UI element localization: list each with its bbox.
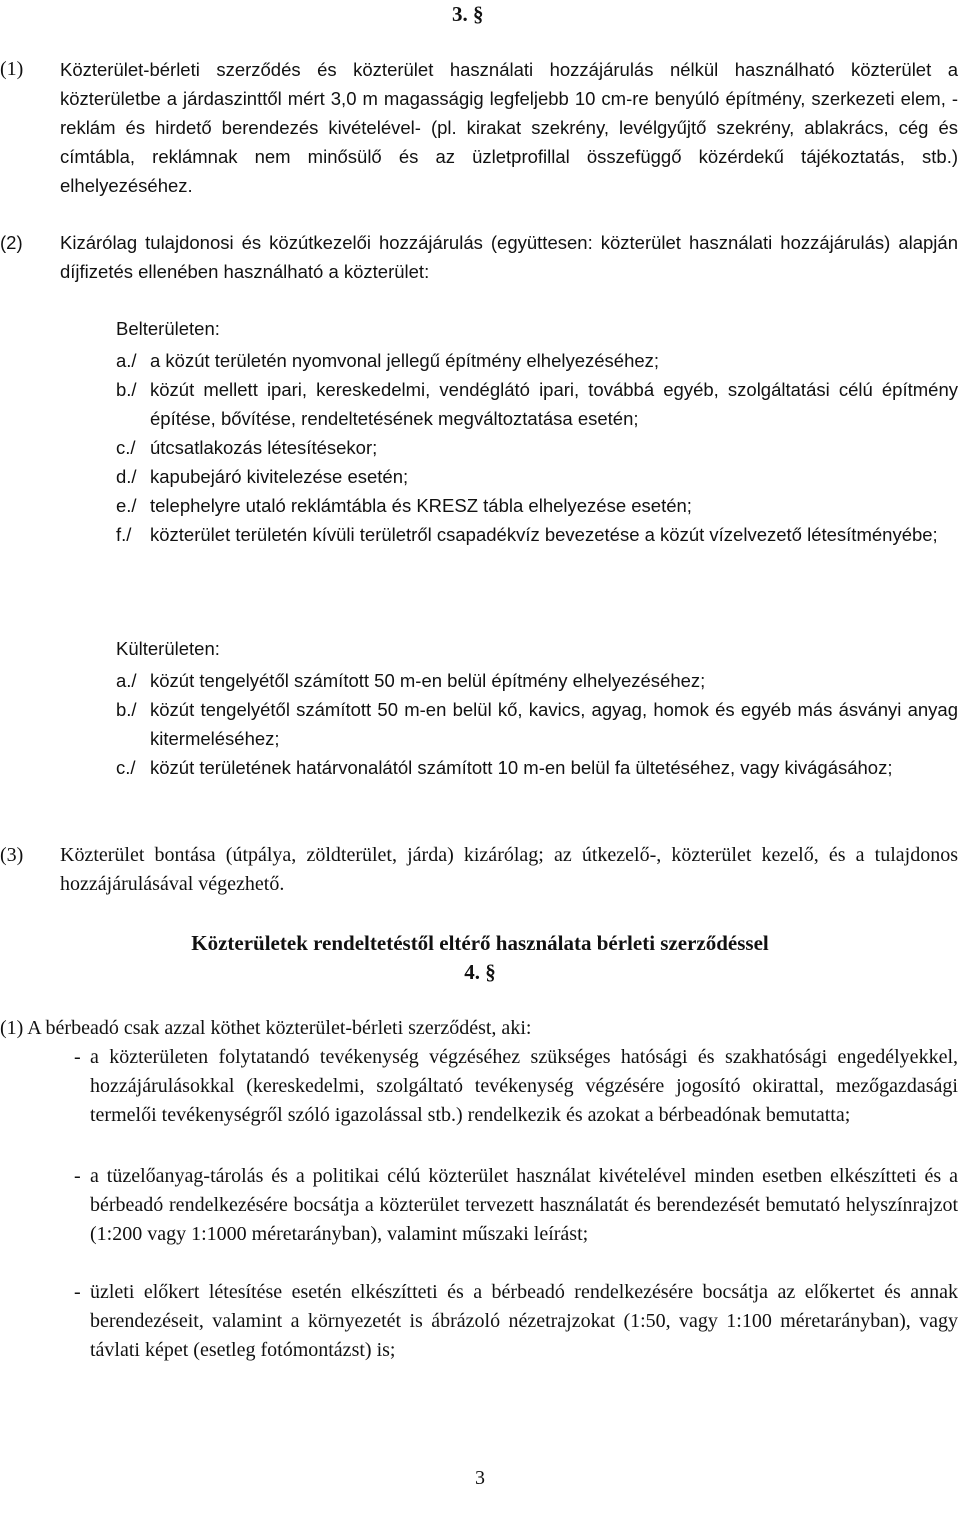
belterulet-list <box>116 314 958 549</box>
list-item <box>74 1278 958 1365</box>
kulterulet-list <box>116 634 958 782</box>
section-4-heading: 4. § <box>464 960 496 984</box>
list-item <box>116 520 958 549</box>
list-bullet: - <box>74 1165 81 1187</box>
list-item-text: a tüzelőanyag-tárolás és a politikai célú közterület használat kivételével minden esetben elkészítteti és a bérbeadó rendelkezésére bocsátja a közterület tervezett használatát és berendezését bemutató helyszínrajzot (1:200 vagy 1:1000 méretarányban), valamint műszaki leírást; <box>90 1165 958 1245</box>
paragraph-4-1-intro: (1) A bérbeadó csak azzal köthet közterület-bérleti szerződést, aki: <box>0 1017 532 1039</box>
paragraph-3-2 <box>0 228 958 286</box>
list-item-label: c./ <box>116 437 136 458</box>
paragraph-3-1 <box>0 55 958 200</box>
paragraph-number: (1) <box>0 58 24 80</box>
paragraph-number: (3) <box>0 844 24 866</box>
section-4-header <box>0 929 960 987</box>
paragraph-text: Kizárólag tulajdonosi és közútkezelői hozzájárulás (együttesen: közterület használati hozzájárulás) alapján díjfizetés ellenében használható a közterület: <box>60 232 958 282</box>
list-item <box>116 375 958 433</box>
paragraph-3-3 <box>0 841 958 899</box>
list-item-text: útcsatlakozás létesítésekor; <box>150 437 378 458</box>
section-4-title: Közterületek rendeltetéstől eltérő használata bérleti szerződéssel <box>191 931 769 955</box>
list-item-text: üzleti előkert létesítése esetén elkészítteti és a bérbeadó rendelkezésére bocsátja az előkertet és annak berendezéseit, valamint a környezetét is ábrázoló nézetrajzokat (1:50, vagy 1:100 méretarányban), vagy távlati képet (esetleg fotómontázst) is; <box>90 1281 958 1361</box>
list-item-label: f./ <box>116 524 132 545</box>
list-item-label: c./ <box>116 757 136 778</box>
paragraph-number: (2) <box>0 232 23 253</box>
list-item-text: telephelyre utaló reklámtábla és KRESZ tábla elhelyezése esetén; <box>150 495 692 516</box>
section-3-heading: 3. § <box>452 2 484 26</box>
list-item-label: a./ <box>116 670 137 691</box>
belterulet-label: Belterületen: <box>116 318 220 339</box>
paragraph-text: Közterület-bérleti szerződés és közterület használati hozzájárulás nélkül használható közterület a közterületbe a járdaszinttől mért 3,0 m magasságig legfeljebb 10 cm-re benyúló építmény, szerkezeti elem, -reklám és hirdető berendezés kivételével- (pl. kirakat szekrény, levélgyűjtő szekrény, ablakrács, cég és címtábla, reklámnak nem minősülő és az üzletprofillal összefüggő közérdekű tájékoztatás, stb.) elhelyezéséhez. <box>60 59 958 196</box>
list-item <box>74 1043 958 1130</box>
list-bullet: - <box>74 1046 81 1068</box>
list-item <box>116 433 958 462</box>
list-item-text: a közút területén nyomvonal jellegű építmény elhelyezéséhez; <box>150 350 660 371</box>
list-item-label: a./ <box>116 350 137 371</box>
list-item-label: e./ <box>116 495 137 516</box>
list-item <box>116 462 958 491</box>
list-item-text: közút területének határvonalától számított 10 m-en belül fa ültetéséhez, vagy kivágásához; <box>150 757 893 778</box>
list-item <box>116 346 958 375</box>
list-item <box>116 666 958 695</box>
list-item-text: közút tengelyétől számított 50 m-en belül építmény elhelyezéséhez; <box>150 670 706 691</box>
paragraph-text: Közterület bontása (útpálya, zöldterület, járda) kizárólag; az útkezelő-, közterület kezelő, és a tulajdonos hozzájárulásával végezhető. <box>60 844 958 895</box>
page-number: 3 <box>475 1467 485 1489</box>
list-item-text: a közterületen folytatandó tevékenység végzéséhez szükséges hatósági és szakhatósági engedélyekkel, hozzájárulásokkal (kereskedelmi, szolgáltató tevékenység végzésére jogosító okirattal, mezőgazdasági termelői tevékenységről szóló igazolással stb.) rendelkezik és azokat a bérbeadónak bemutatta; <box>90 1046 958 1126</box>
list-item-label: b./ <box>116 699 137 720</box>
list-item-text: közút tengelyétől számított 50 m-en belül kő, kavics, agyag, homok és egyéb más ásványi anyag kitermeléséhez; <box>150 699 958 749</box>
list-item <box>116 753 958 782</box>
list-item-text: közterület területén kívüli területről csapadékvíz bevezetése a közút vízelvezető létesítményébe; <box>150 524 938 545</box>
list-item-text: közút mellett ipari, kereskedelmi, vendéglátó ipari, továbbá egyéb, szolgáltatási célú építmény építése, bővítése, rendeltetésének megváltoztatása esetén; <box>150 379 958 429</box>
list-item-text: kapubejáró kivitelezése esetén; <box>150 466 409 487</box>
list-bullet: - <box>74 1281 81 1303</box>
list-item <box>116 695 958 753</box>
list-item <box>116 491 958 520</box>
list-item-label: b./ <box>116 379 137 400</box>
list-item <box>74 1162 958 1249</box>
kulterulet-label: Külterületen: <box>116 638 220 659</box>
list-item-label: d./ <box>116 466 137 487</box>
